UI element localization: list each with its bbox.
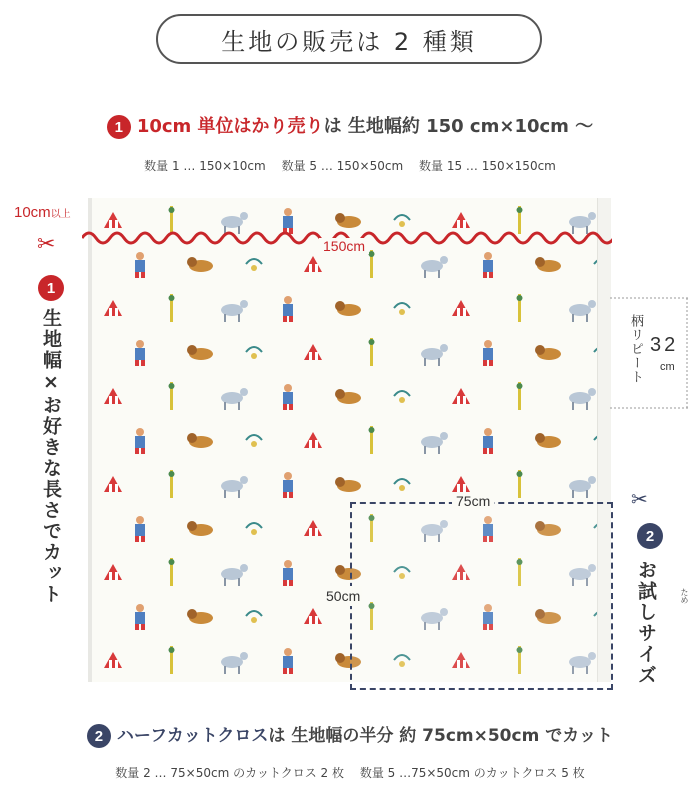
lion-mane xyxy=(335,301,345,311)
clown-leg xyxy=(483,272,487,278)
tent-motif xyxy=(452,476,470,492)
horse-leg xyxy=(572,314,574,322)
lion-mane xyxy=(187,345,197,355)
clown-body xyxy=(483,260,493,272)
acrobat-dot xyxy=(399,397,405,403)
clown-head xyxy=(484,340,492,348)
option2-heading-highlight: ハーフカットクロス xyxy=(116,726,269,746)
tent-stripe xyxy=(115,484,118,492)
clown-leg xyxy=(135,272,139,278)
clown-body xyxy=(135,612,145,624)
repeat-label: 柄リピート xyxy=(628,314,643,384)
clown-leg xyxy=(141,536,145,542)
left-caption: 生地幅×お好きな長さでカット xyxy=(40,308,62,605)
clown-leg xyxy=(135,536,139,542)
acrobat-motif xyxy=(246,523,262,528)
clown-body xyxy=(283,304,293,316)
tent-stripe xyxy=(309,352,312,360)
tent-motif xyxy=(304,608,322,624)
pole-top xyxy=(169,471,175,477)
ruby-text: ため xyxy=(680,588,689,604)
clown-leg xyxy=(283,668,287,674)
horse-leg xyxy=(424,446,426,454)
min-cut-suffix: 以上 xyxy=(50,209,71,220)
clown-body xyxy=(283,392,293,404)
clown-leg xyxy=(289,492,293,498)
horse-leg xyxy=(572,402,574,410)
option2-quantity-item: 数量 2 … 75×50cm のカットクロス 2 枚 xyxy=(115,766,344,780)
clown-head xyxy=(284,296,292,304)
clown-leg xyxy=(135,360,139,366)
tent-stripe xyxy=(309,616,312,624)
horse-head xyxy=(588,300,596,308)
min-cut-label xyxy=(14,204,71,221)
tent-stripe xyxy=(109,572,112,580)
tent-stripe xyxy=(457,308,460,316)
option1-side-badge: 1 xyxy=(38,275,64,301)
tent-motif xyxy=(452,300,470,316)
option2-heading-rest: は 生地幅の半分 約 75cm×50cm でカット xyxy=(268,726,614,746)
page-title-text: 生地の販売は 2 種類 xyxy=(221,27,477,56)
clown-head xyxy=(136,252,144,260)
tent-stripe xyxy=(109,484,112,492)
tent-stripe xyxy=(463,396,466,404)
lion-mane xyxy=(187,257,197,267)
clown-leg xyxy=(489,448,493,454)
tent-motif xyxy=(104,564,122,580)
pole-top xyxy=(369,339,375,345)
pole-top xyxy=(169,207,175,213)
pole-top xyxy=(169,559,175,565)
half-cut-area xyxy=(350,502,613,690)
tent-stripe xyxy=(109,660,112,668)
clown-head xyxy=(284,472,292,480)
clown-body xyxy=(135,524,145,536)
lion-mane xyxy=(535,257,545,267)
horse-head xyxy=(240,564,248,572)
clown-head xyxy=(284,648,292,656)
tent-motif xyxy=(104,476,122,492)
clown-head xyxy=(136,340,144,348)
lion-mane xyxy=(187,433,197,443)
acrobat-motif xyxy=(246,259,262,264)
clown-leg xyxy=(135,448,139,454)
acrobat-dot xyxy=(251,265,257,271)
option1-heading xyxy=(0,112,700,139)
pole-top xyxy=(369,251,375,257)
clown-leg xyxy=(483,360,487,366)
option1-heading-highlight: 10cm 単位はかり売り xyxy=(136,116,324,137)
horse-leg xyxy=(438,446,440,454)
tent-stripe xyxy=(315,440,318,448)
tent-stripe xyxy=(315,264,318,272)
lion-mane xyxy=(335,389,345,399)
half-height-label: 50cm xyxy=(326,588,361,604)
pole-top xyxy=(517,471,523,477)
clown-leg xyxy=(483,448,487,454)
clown-leg xyxy=(489,272,493,278)
clown-body xyxy=(135,260,145,272)
clown-leg xyxy=(289,404,293,410)
clown-body xyxy=(283,656,293,668)
clown-head xyxy=(136,516,144,524)
tent-motif xyxy=(452,388,470,404)
horse-head xyxy=(240,300,248,308)
tent-stripe xyxy=(115,660,118,668)
clown-head xyxy=(136,428,144,436)
horse-head xyxy=(588,476,596,484)
horse-head xyxy=(240,388,248,396)
pole-top xyxy=(169,647,175,653)
horse-leg xyxy=(238,402,240,410)
clown-head xyxy=(284,560,292,568)
lion-mane xyxy=(335,477,345,487)
clown-body xyxy=(135,436,145,448)
tent-stripe xyxy=(463,484,466,492)
clown-body xyxy=(283,480,293,492)
acrobat-dot xyxy=(399,485,405,491)
horse-leg xyxy=(424,270,426,278)
repeat-unit: cm xyxy=(660,361,675,373)
lion-mane xyxy=(335,213,345,223)
tent-motif xyxy=(304,520,322,536)
option1-quantity-item: 数量 1 … 150×10cm xyxy=(144,159,266,173)
clown-leg xyxy=(289,580,293,586)
horse-leg xyxy=(586,314,588,322)
half-width-label: 75cm xyxy=(452,493,494,509)
acrobat-dot xyxy=(251,529,257,535)
horse-head xyxy=(588,212,596,220)
clown-leg xyxy=(135,624,139,630)
clown-leg xyxy=(289,316,293,322)
acrobat-motif xyxy=(394,215,410,220)
horse-leg xyxy=(438,358,440,366)
clown-leg xyxy=(283,580,287,586)
clown-leg xyxy=(141,272,145,278)
lion-mane xyxy=(335,653,345,663)
repeat-value: 32 xyxy=(650,334,679,356)
horse-leg xyxy=(224,490,226,498)
option2-quantity-item: 数量 5 …75×50cm のカットクロス 5 枚 xyxy=(359,766,585,780)
scissors-icon: ✂ xyxy=(631,487,648,511)
tent-stripe xyxy=(115,308,118,316)
tent-stripe xyxy=(457,396,460,404)
clown-head xyxy=(484,252,492,260)
tent-motif xyxy=(104,300,122,316)
acrobat-dot xyxy=(399,309,405,315)
pole-top xyxy=(369,427,375,433)
tent-stripe xyxy=(315,528,318,536)
option1-quantity-item: 数量 15 … 150×150cm xyxy=(419,159,556,173)
horse-leg xyxy=(224,314,226,322)
fabric-width-label: 150cm xyxy=(319,238,369,254)
horse-head xyxy=(440,256,448,264)
clown-leg xyxy=(141,360,145,366)
horse-leg xyxy=(224,666,226,674)
horse-head xyxy=(440,344,448,352)
clown-head xyxy=(284,384,292,392)
acrobat-dot xyxy=(251,353,257,359)
acrobat-dot xyxy=(251,441,257,447)
option1-quantity-item: 数量 5 … 150×50cm xyxy=(281,159,404,173)
right-caption: お試しサイズ xyxy=(635,560,657,686)
tent-stripe xyxy=(309,440,312,448)
horse-leg xyxy=(572,490,574,498)
horse-leg xyxy=(224,402,226,410)
horse-leg xyxy=(424,358,426,366)
clown-body xyxy=(483,348,493,360)
tent-motif xyxy=(104,652,122,668)
pole-top xyxy=(517,383,523,389)
horse-leg xyxy=(586,490,588,498)
horse-leg xyxy=(586,402,588,410)
clown-body xyxy=(483,436,493,448)
horse-leg xyxy=(238,666,240,674)
lion-mane xyxy=(535,433,545,443)
page-title xyxy=(156,14,542,64)
option1-heading-rest: は 生地幅約 150 cm×10cm 〜 xyxy=(323,116,594,137)
tent-stripe xyxy=(109,308,112,316)
lion-mane xyxy=(187,521,197,531)
lion-mane xyxy=(335,565,345,575)
acrobat-motif xyxy=(394,391,410,396)
lion-mane xyxy=(187,609,197,619)
lion-mane xyxy=(535,345,545,355)
tent-motif xyxy=(104,212,122,228)
tent-stripe xyxy=(115,396,118,404)
horse-head xyxy=(240,652,248,660)
option2-number-badge: 2 xyxy=(87,724,111,748)
horse-head xyxy=(240,212,248,220)
horse-head xyxy=(240,476,248,484)
acrobat-motif xyxy=(394,479,410,484)
scissors-icon: ✂ xyxy=(37,232,56,257)
tent-motif xyxy=(304,432,322,448)
option2-side-badge: 2 xyxy=(637,523,663,549)
clown-leg xyxy=(141,448,145,454)
tent-motif xyxy=(304,256,322,272)
acrobat-motif xyxy=(246,435,262,440)
clown-head xyxy=(484,428,492,436)
horse-leg xyxy=(238,490,240,498)
clown-head xyxy=(284,208,292,216)
acrobat-motif xyxy=(246,611,262,616)
min-cut-value: 10cm xyxy=(14,204,51,221)
tent-stripe xyxy=(109,396,112,404)
option1-number-badge: 1 xyxy=(107,115,131,139)
horse-leg xyxy=(238,578,240,586)
tent-stripe xyxy=(309,528,312,536)
clown-leg xyxy=(489,360,493,366)
option2-heading xyxy=(0,721,700,748)
option1-quantity-list xyxy=(0,157,700,174)
clown-leg xyxy=(283,492,287,498)
acrobat-motif xyxy=(246,347,262,352)
horse-head xyxy=(440,432,448,440)
tent-motif xyxy=(104,388,122,404)
clown-body xyxy=(135,348,145,360)
tent-stripe xyxy=(457,484,460,492)
tent-motif xyxy=(304,344,322,360)
tent-stripe xyxy=(463,308,466,316)
clown-leg xyxy=(289,668,293,674)
clown-leg xyxy=(283,404,287,410)
acrobat-dot xyxy=(251,617,257,623)
horse-leg xyxy=(224,578,226,586)
clown-leg xyxy=(283,316,287,322)
pole-top xyxy=(169,295,175,301)
tent-motif xyxy=(452,212,470,228)
pole-top xyxy=(169,383,175,389)
tent-stripe xyxy=(315,352,318,360)
pole-top xyxy=(517,207,523,213)
tent-stripe xyxy=(309,264,312,272)
acrobat-motif xyxy=(394,303,410,308)
option2-quantity-list xyxy=(0,764,700,781)
clown-head xyxy=(136,604,144,612)
tent-stripe xyxy=(115,572,118,580)
horse-leg xyxy=(438,270,440,278)
clown-leg xyxy=(141,624,145,630)
horse-head xyxy=(588,388,596,396)
clown-body xyxy=(283,568,293,580)
horse-leg xyxy=(238,314,240,322)
tent-stripe xyxy=(315,616,318,624)
pole-top xyxy=(517,295,523,301)
